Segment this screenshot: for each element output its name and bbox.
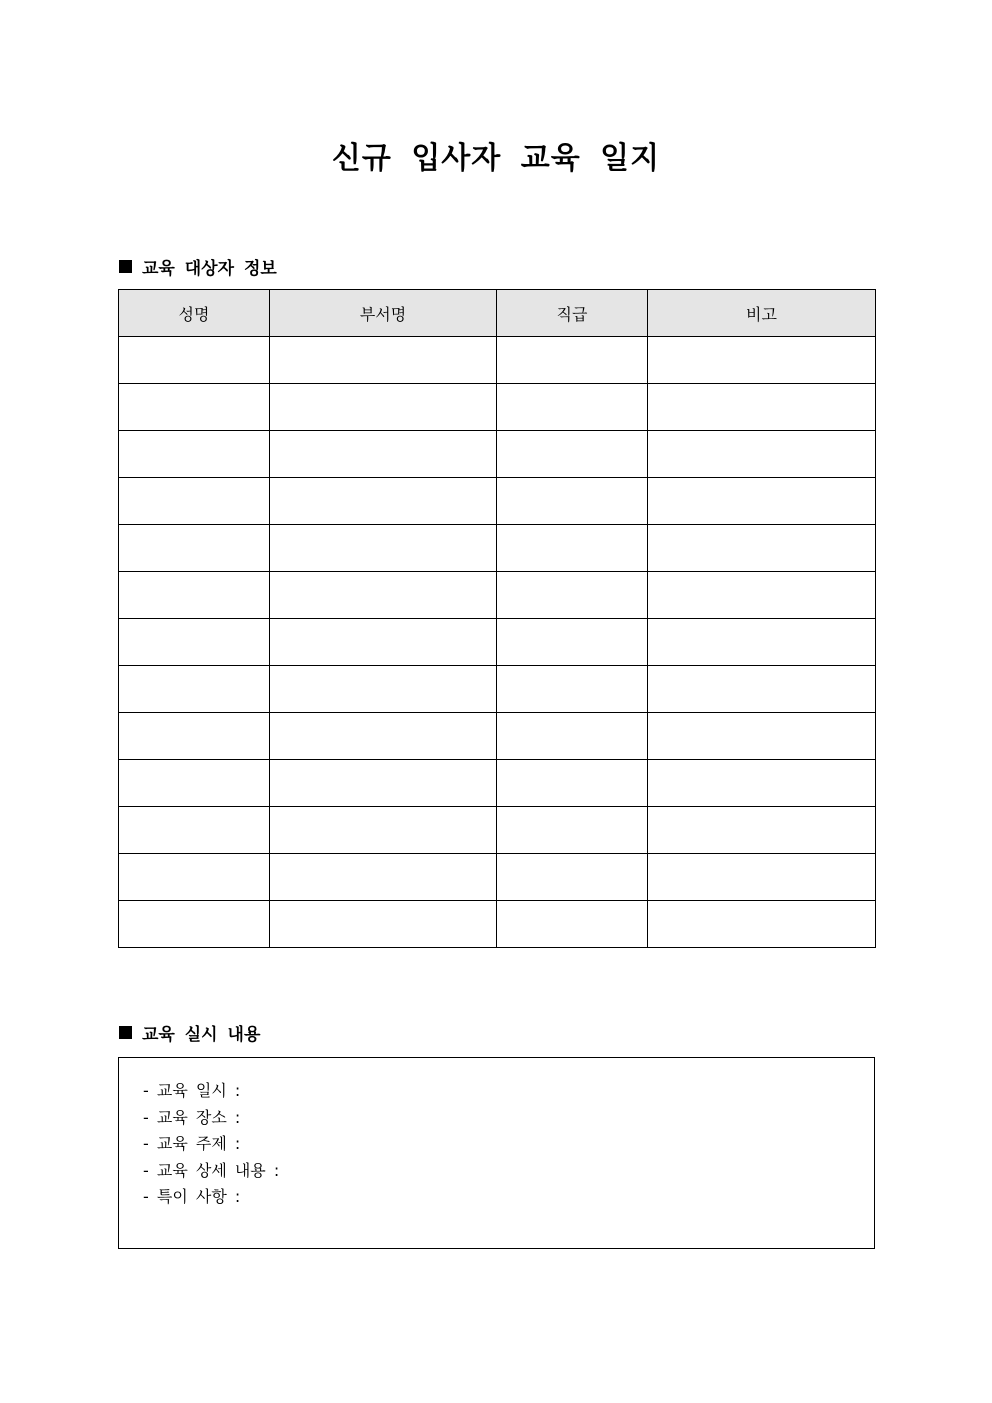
- table-row: [119, 619, 876, 666]
- table-cell-department[interactable]: [270, 525, 497, 572]
- table-row: [119, 525, 876, 572]
- table-cell-remarks[interactable]: [648, 337, 876, 384]
- table-cell-department[interactable]: [270, 713, 497, 760]
- table-cell-position[interactable]: [497, 431, 648, 478]
- table-cell-remarks[interactable]: [648, 525, 876, 572]
- section-heading-trainee-info: [119, 254, 277, 279]
- square-bullet-icon: [119, 1026, 132, 1039]
- table-cell-department[interactable]: [270, 619, 497, 666]
- list-item-training-topic: - 교육 주제 :: [143, 1134, 241, 1153]
- table-cell-name[interactable]: [119, 478, 270, 525]
- table-row: [119, 478, 876, 525]
- table-header-row: [119, 290, 876, 337]
- table-row: [119, 713, 876, 760]
- table-cell-position[interactable]: [497, 384, 648, 431]
- table-cell-position[interactable]: [497, 666, 648, 713]
- table-cell-department[interactable]: [270, 807, 497, 854]
- table-row: [119, 572, 876, 619]
- table-cell-name[interactable]: [119, 666, 270, 713]
- table-row: [119, 384, 876, 431]
- table-cell-position[interactable]: [497, 713, 648, 760]
- section-heading-label: 교육 실시 내용: [142, 1025, 261, 1045]
- table-cell-name[interactable]: [119, 901, 270, 948]
- table-cell-position[interactable]: [497, 478, 648, 525]
- table-cell-name[interactable]: [119, 337, 270, 384]
- table-cell-position[interactable]: [497, 572, 648, 619]
- table-cell-department[interactable]: [270, 337, 497, 384]
- table-cell-remarks[interactable]: [648, 807, 876, 854]
- list-item-special-notes: - 특이 사항 :: [143, 1187, 241, 1206]
- table-cell-position[interactable]: [497, 619, 648, 666]
- table-cell-department[interactable]: [270, 666, 497, 713]
- table-cell-department[interactable]: [270, 384, 497, 431]
- table-cell-position[interactable]: [497, 854, 648, 901]
- table-cell-position[interactable]: [497, 901, 648, 948]
- table-cell-name[interactable]: [119, 572, 270, 619]
- table-cell-remarks[interactable]: [648, 572, 876, 619]
- table-cell-name[interactable]: [119, 807, 270, 854]
- training-content-list: [119, 1058, 874, 1211]
- document-title: 신규 입사자 교육 일지: [331, 141, 661, 176]
- table-cell-name[interactable]: [119, 525, 270, 572]
- table-cell-remarks[interactable]: [648, 666, 876, 713]
- table-cell-position[interactable]: [497, 337, 648, 384]
- table-cell-position[interactable]: [497, 525, 648, 572]
- table-cell-remarks[interactable]: [648, 713, 876, 760]
- square-bullet-icon: [119, 260, 132, 273]
- table-cell-name[interactable]: [119, 619, 270, 666]
- table-cell-position[interactable]: [497, 760, 648, 807]
- list-item-training-details: - 교육 상세 내용 :: [143, 1160, 280, 1180]
- table-row: [119, 901, 876, 948]
- table-cell-name[interactable]: [119, 431, 270, 478]
- list-item-training-date: - 교육 일시 :: [143, 1081, 241, 1100]
- training-content-box: [118, 1057, 875, 1249]
- table-cell-remarks[interactable]: [648, 478, 876, 525]
- table-cell-name[interactable]: [119, 760, 270, 807]
- column-header-department: 부서명: [270, 290, 497, 337]
- table-cell-remarks[interactable]: [648, 901, 876, 948]
- table-row: [119, 666, 876, 713]
- table-cell-remarks[interactable]: [648, 760, 876, 807]
- trainee-table-body: [119, 337, 876, 948]
- column-header-remarks: 비고: [648, 290, 876, 337]
- table-row: [119, 807, 876, 854]
- column-header-name: 성명: [119, 290, 270, 337]
- table-row: [119, 337, 876, 384]
- table-cell-remarks[interactable]: [648, 384, 876, 431]
- table-cell-department[interactable]: [270, 901, 497, 948]
- table-cell-name[interactable]: [119, 384, 270, 431]
- table-cell-department[interactable]: [270, 854, 497, 901]
- table-cell-name[interactable]: [119, 713, 270, 760]
- column-header-position: 직급: [497, 290, 648, 337]
- table-cell-department[interactable]: [270, 572, 497, 619]
- table-cell-department[interactable]: [270, 478, 497, 525]
- trainee-info-table: [118, 289, 876, 948]
- table-cell-department[interactable]: [270, 431, 497, 478]
- table-row: [119, 431, 876, 478]
- section-heading-training-content: [119, 1020, 260, 1045]
- table-cell-remarks[interactable]: [648, 619, 876, 666]
- table-cell-position[interactable]: [497, 807, 648, 854]
- table-cell-remarks[interactable]: [648, 431, 876, 478]
- table-cell-remarks[interactable]: [648, 854, 876, 901]
- table-row: [119, 760, 876, 807]
- table-row: [119, 854, 876, 901]
- table-cell-name[interactable]: [119, 854, 270, 901]
- section-heading-label: 교육 대상자 정보: [142, 259, 277, 279]
- list-item-training-location: - 교육 장소 :: [143, 1107, 241, 1127]
- table-cell-department[interactable]: [270, 760, 497, 807]
